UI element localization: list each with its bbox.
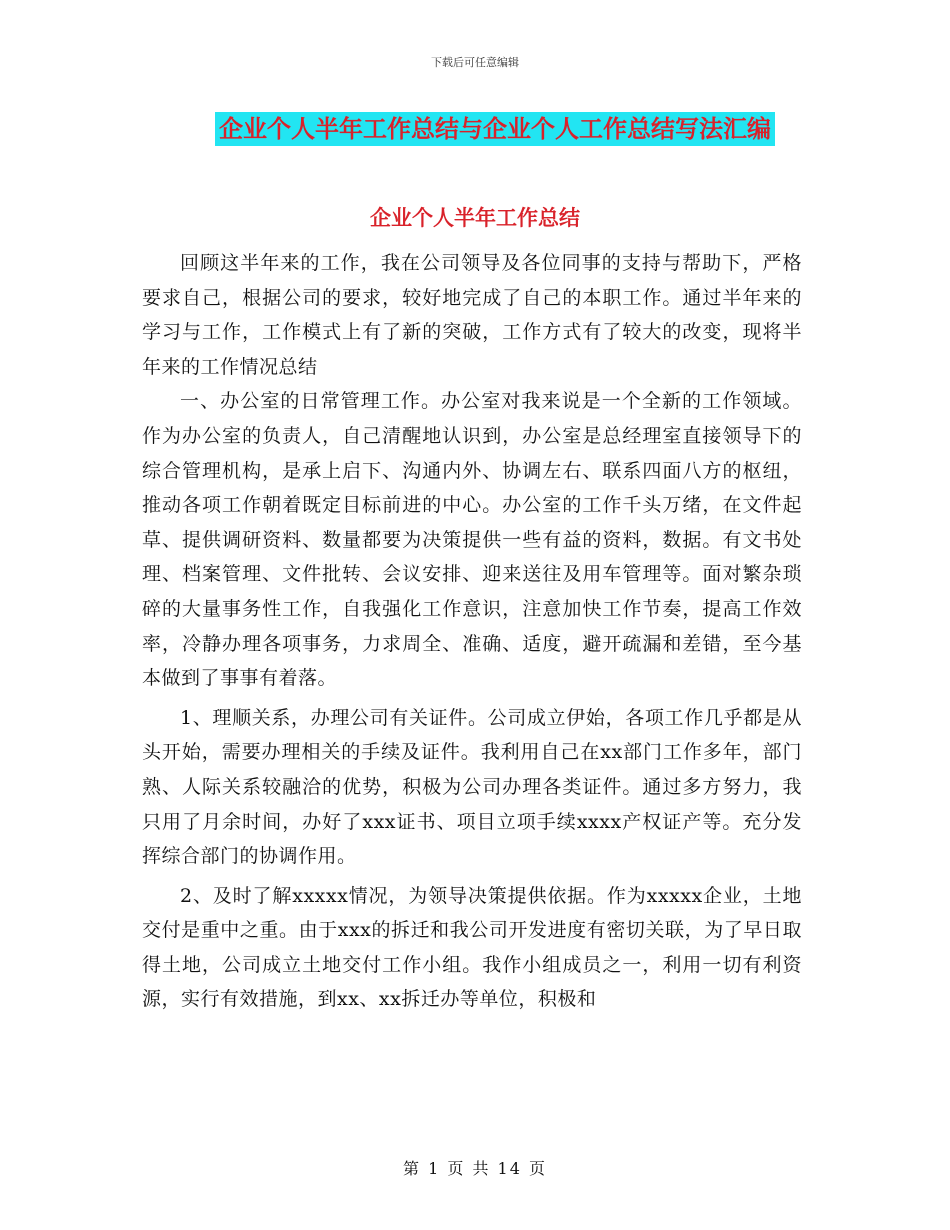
body-text xyxy=(142,246,802,1017)
paragraph-land-delivery: 2、及时了解xxxxx情况，为领导决策提供依据。作为xxxxx企业，土地交付是重中之重。由于xxx的拆迁和我公司开发进度有密切关联，为了早日取得土地，公司成立土地交付工作小组。我作小组成员之一，利用一切有利资源，实行有效措施，到xx、xx拆迁办等单位，积极和 xyxy=(142,884,802,1011)
section-title: 企业个人半年工作总结 xyxy=(370,205,580,230)
page-footer: 第 1 页 共 14 页 xyxy=(403,1159,547,1178)
paragraph-intro: 回顾这半年来的工作，我在公司领导及各位同事的支持与帮助下，严格要求自己，根据公司的要求，较好地完成了自己的本职工作。通过半年来的学习与工作，工作模式上有了新的突破，工作方式有了较大的改变，现将半年来的工作情况总结 xyxy=(142,252,802,378)
main-title: 企业个人半年工作总结与企业个人工作总结写法汇编 xyxy=(215,112,775,146)
header-note: 下载后可任意编辑 xyxy=(431,56,519,69)
main-title-container xyxy=(0,112,950,146)
paragraph-certificates: 1、理顺关系，办理公司有关证件。公司成立伊始，各项工作几乎都是从头开始，需要办理相关的手续及证件。我利用自己在xx部门工作多年，部门熟、人际关系较融洽的优势，积极为公司办理各类证件。通过多方努力，我只用了月余时间，办好了xxx证书、项目立项手续xxxx产权证产等。充分发挥综合部门的协调作用。 xyxy=(142,706,802,868)
paragraph-office-management: 一、办公室的日常管理工作。办公室对我来说是一个全新的工作领域。作为办公室的负责人，自己清醒地认识到，办公室是总经理室直接领导下的综合管理机构，是承上启下、沟通内外、协调左右、联系四面八方的枢纽，推动各项工作朝着既定目标前进的中心。办公室的工作千头万绪，在文件起草、提供调研资料、数量都要为决策提供一些有益的资料，数据。有文书处理、档案管理、文件批转、会议安排、迎来送往及用车管理等。面对繁杂琐碎的大量事务性工作，自我强化工作意识，注意加快工作节奏，提高工作效率，冷静办理各项事务，力求周全、准确、适度，避开疏漏和差错，至今基本做到了事事有着落。 xyxy=(142,390,802,690)
